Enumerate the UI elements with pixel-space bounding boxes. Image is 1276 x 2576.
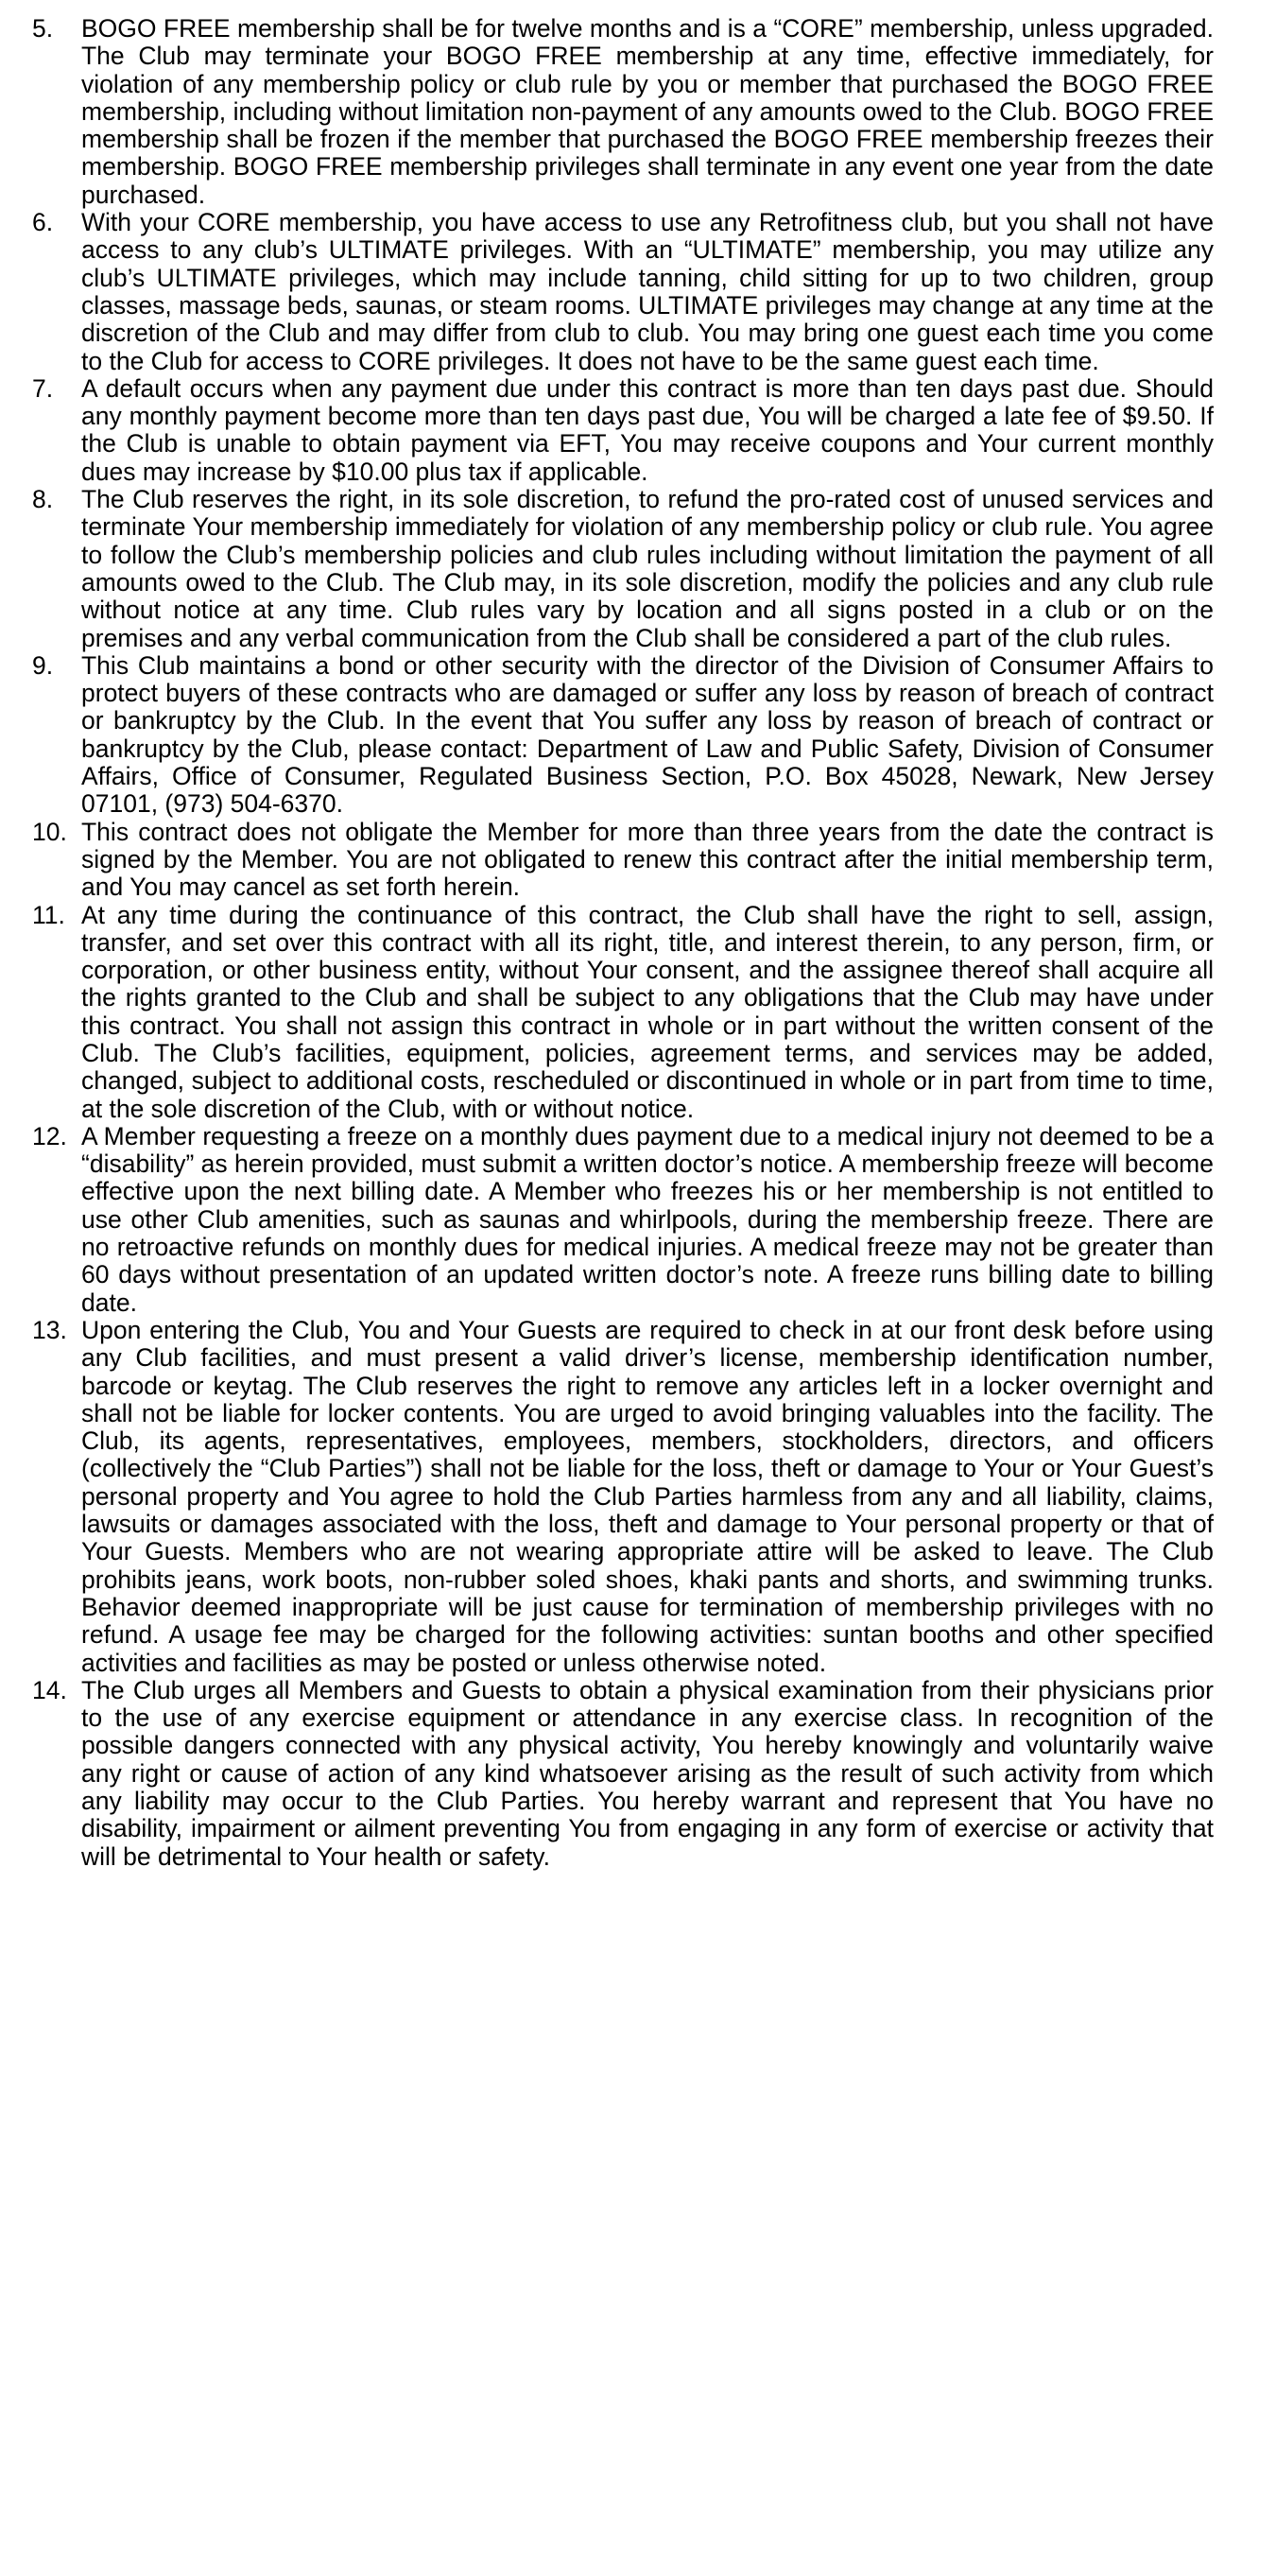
clause-number: 12.: [32, 1121, 67, 1150]
clause-number: 9.: [32, 650, 54, 680]
clause-text: This Club maintains a bond or other security with the director of the Division of Consumer Affairs to protect buyers of these contracts who are damaged or suffer any loss by reason of breach of contract or bankruptcy by the Club. In the event that You suffer any loss by reason of breach of contract or bankruptcy by the Club, please contact: Department of Law and Public Safety, Division of Consumer Affairs, Office of Consumer, Regulated Business Section, P.O. Box 45028, Newark, New Jersey 07101, (973) 504-6370.: [81, 650, 1214, 819]
clause-10: [32, 819, 1214, 902]
clause-number: 6.: [32, 208, 54, 237]
clause-text: With your CORE membership, you have access to use any Retrofitness club, but you shall not have access to any club’s ULTIMATE privileges. With an “ULTIMATE” membership, you may utilize any club’s ULTIMATE privileges, which may include tanning, child sitting for up to two children, group classes, massage beds, saunas, or steam rooms. ULTIMATE privileges may change at any time at the discretion of the Club and may differ from club to club. You may bring one guest each time you come to the Club for access to CORE privileges. It does not have to be the same guest each time.: [81, 208, 1214, 375]
clause-14: [32, 1677, 1214, 1871]
clause-11: [32, 902, 1214, 1123]
clause-text: This contract does not obligate the Member for more than three years from the date the contract is signed by the Member. You are not obligated to renew this contract after the initial membership term, and You may cancel as set forth herein.: [81, 817, 1214, 902]
clause-12: [32, 1123, 1214, 1317]
clause-number: 13.: [32, 1315, 67, 1344]
clause-7: [32, 375, 1214, 486]
clause-number: 10.: [32, 817, 67, 846]
clause-text: At any time during the continuance of this contract, the Club shall have the right to sell, assign, transfer, and set over this contract with all its right, title, and interest therein, to any person, firm, or corporation, or other business entity, without Your consent, and the assignee thereof shall acquire all the rights granted to the Club and shall be subject to any obligations that the Club may have under this contract. You shall not assign this contract in whole or in part without the written consent of the Club. The Club’s facilities, equipment, policies, agreement terms, and services may be added, changed, subject to additional costs, rescheduled or discontinued in whole or in part from time to time, at the sole discretion of the Club, with or without notice.: [81, 900, 1214, 1123]
clause-number: 11.: [32, 900, 65, 929]
clause-9: [32, 652, 1214, 819]
clause-text: A Member requesting a freeze on a monthly dues payment due to a medical injury not deemed to be a “disability” as herein provided, must submit a written doctor’s notice. A membership freeze will become effective upon the next billing date. A Member who freezes his or her membership is not entitled to use other Club amenities, such as saunas and whirlpools, during the membership freeze. There are no retroactive refunds on monthly dues for medical injuries. A medical freeze may not be greater than 60 days without presentation of an updated written doctor’s note. A freeze runs billing date to billing date.: [81, 1121, 1214, 1317]
clause-number: 5.: [32, 14, 54, 43]
clause-5: [32, 15, 1214, 209]
clause-text: Upon entering the Club, You and Your Guests are required to check in at our front desk before using any Club facilities, and must present a valid driver’s license, membership identification number, barcode or keytag. The Club reserves the right to remove any articles left in a locker overnight and shall not be liable for locker contents. You are urged to avoid bringing valuables into the facility. The Club, its agents, representatives, employees, members, stockholders, directors, and officers (collectively the “Club Parties”) shall not be liable for the loss, theft or damage to Your or Your Guest’s personal property and You agree to hold the Club Parties harmless from any and all liability, claims, lawsuits or damages associated with the loss, theft and damage to Your personal property or that of Your Guests. Members who are not wearing appropriate attire will be asked to leave. The Club prohibits jeans, work boots, non-rubber soled shoes, khaki pants and shorts, and swimming trunks. Behavior deemed inappropriate will be just cause for termination of membership privileges with no refund. A usage fee may be charged for the following activities: suntan booths and other specified activities and facilities as may be posted or unless otherwise noted.: [81, 1315, 1214, 1677]
clause-number: 8.: [32, 485, 54, 514]
clause-text: The Club urges all Members and Guests to obtain a physical examination from their physicians prior to the use of any exercise equipment or attendance in any exercise class. In recognition of the possible dangers connected with any physical activity, You hereby knowingly and voluntarily waive any right or cause of action of any kind whatsoever arising as the result of such activity from which any liability may occur to the Club Parties. You hereby warrant and represent that You have no disability, impairment or ailment preventing You from engaging in any form of exercise or activity that will be detrimental to Your health or safety.: [81, 1675, 1214, 1871]
clause-text: A default occurs when any payment due under this contract is more than ten days past due. Should any monthly payment become more than ten days past due, You will be charged a late fee of $9.50. If the Club is unable to obtain payment via EFT, You may receive coupons and Your current monthly dues may increase by $10.00 plus tax if applicable.: [81, 373, 1214, 486]
clause-8: [32, 486, 1214, 652]
clause-13: [32, 1317, 1214, 1677]
clause-text: The Club reserves the right, in its sole discretion, to refund the pro-rated cost of unused services and terminate Your membership immediately for violation of any membership policy or club rule. You agree to follow the Club’s membership policies and club rules including without limitation the payment of all amounts owed to the Club. The Club may, in its sole discretion, modify the policies and any club rule without notice at any time. Club rules vary by location and all signs posted in a club or on the premises and any verbal communication from the Club shall be considered a part of the club rules.: [81, 485, 1214, 652]
clause-6: [32, 209, 1214, 375]
clause-number: 14.: [32, 1675, 67, 1704]
clause-text: BOGO FREE membership shall be for twelve months and is a “CORE” membership, unless upgraded. The Club may terminate your BOGO FREE membership at any time, effective immediately, for violation of any membership policy or club rule by you or member that purchased the BOGO FREE membership, including without limitation non-payment of any amounts owed to the Club. BOGO FREE membership shall be frozen if the member that purchased the BOGO FREE membership freezes their membership. BOGO FREE membership privileges shall terminate in any event one year from the date purchased.: [81, 14, 1214, 209]
clause-number: 7.: [32, 373, 54, 403]
